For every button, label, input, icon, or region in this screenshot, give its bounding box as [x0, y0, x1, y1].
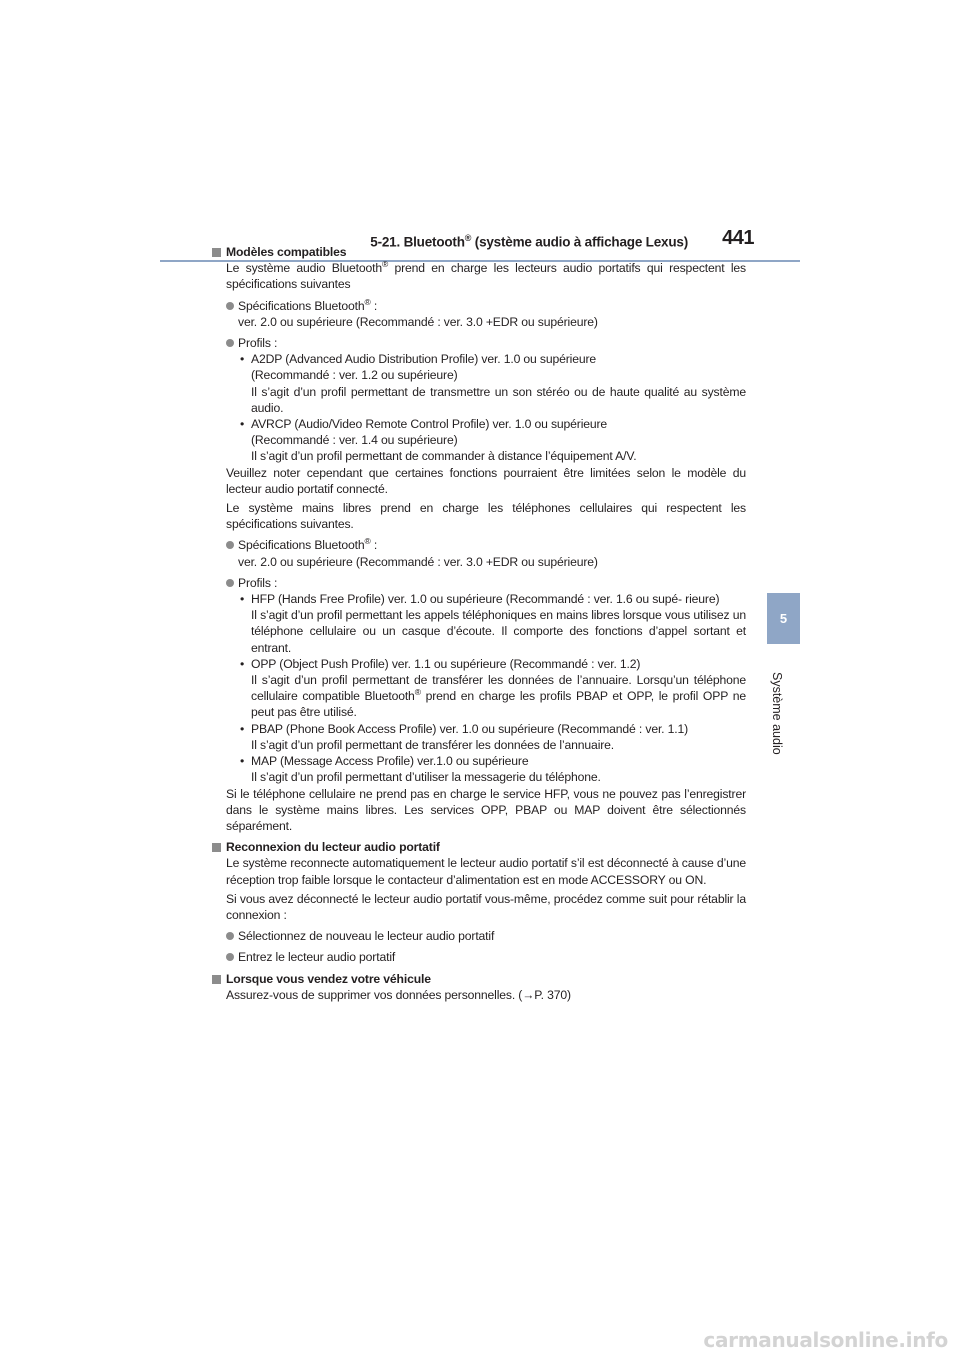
circle-bullet-icon [226, 339, 234, 347]
header-title-prefix: 5-21. Bluetooth [370, 234, 465, 250]
profile-line: (Recommandé : ver. 1.2 ou supérieure) [251, 368, 458, 383]
profile-hfp [210, 591, 746, 656]
bullet-item-reselect [210, 928, 746, 944]
text-fragment: prend en charge les profils PBAP et OPP, le profil OPP ne peut pas être utilisé. [251, 689, 746, 720]
square-bullet-icon [212, 975, 221, 984]
text-fragment: : [370, 298, 378, 313]
profile-line: HFP (Hands Free Profile) ver. 1.0 ou supérieure (Recommandé : ver. 1.6 ou supé- rieure) [251, 592, 720, 607]
text-fragment: prend en charge les lecteurs audio portatifs qui respectent les spécifications suivantes [226, 261, 747, 292]
profile-a2dp [210, 351, 746, 416]
bullet-item-bt-specs-2 [210, 537, 746, 569]
circle-bullet-icon [226, 953, 234, 961]
registered-mark: ® [464, 233, 472, 243]
selling-paragraph [210, 987, 746, 1003]
sub-bullet-icon: • [240, 352, 245, 367]
circle-bullet-icon [226, 541, 234, 549]
profiles-label: Profils : [238, 575, 278, 590]
bullet-item-profiles [210, 335, 746, 351]
profile-description: Il s’agit d’un profil permettant de transmettre un son stéréo ou de haute qualité au système audio. [251, 384, 746, 415]
note-paragraph: Veuillez noter cependant que certaines fonctions pourraient être limitées selon le modèle du lecteur audio portatif connecté. [226, 465, 746, 496]
bullet-item-profiles-2 [210, 575, 746, 591]
step-text: Entrez le lecteur audio portatif [238, 950, 396, 965]
profile-opp [210, 656, 746, 721]
circle-bullet-icon [226, 932, 234, 940]
profile-avrcp [210, 416, 746, 465]
chapter-label: Système audio [770, 672, 784, 755]
reconnection-paragraph-1: Le système reconnecte automatiquement le lecteur audio portatif s’il est déconnecté à cause d’une réception trop faible lorsque le contacteur d’alimentation est en mode ACCESSORY ou ON. [226, 856, 746, 887]
profile-description: Il s’agit d’un profil permettant les appels téléphoniques en mains libres lorsque vous utilisez un téléphone cellulaire ou un casque d’écoute. Il comporte des fonctions d’appel sortant et entrant. [251, 608, 746, 655]
registered-mark: ® [364, 536, 371, 547]
sub-bullet-icon: • [240, 721, 245, 736]
spec-detail: ver. 2.0 ou supérieure (Recommandé : ver. 3.0 +EDR ou supérieure) [238, 314, 598, 329]
square-bullet-icon [212, 248, 221, 257]
circle-bullet-icon [226, 579, 234, 587]
text-fragment: Spécifications Bluetooth [238, 538, 365, 553]
profile-line: MAP (Message Access Profile) ver.1.0 ou supérieure [251, 754, 529, 769]
chapter-tab: 5 [767, 593, 800, 644]
profile-line: AVRCP (Audio/Video Remote Control Profile) ver. 1.0 ou supérieure [251, 417, 608, 432]
sub-bullet-icon: • [240, 417, 245, 432]
registered-mark: ® [364, 296, 371, 307]
step-text: Sélectionnez de nouveau le lecteur audio portatif [238, 929, 495, 944]
profile-line: (Recommandé : ver. 1.4 ou supérieure) [251, 433, 458, 448]
sub-bullet-icon: • [240, 754, 245, 769]
text-fragment: Le système audio Bluetooth [226, 261, 382, 276]
section-heading-compatible-models [210, 244, 746, 260]
heading-text: Reconnexion du lecteur audio portatif [226, 840, 440, 855]
heading-text: Modèles compatibles [226, 245, 347, 259]
profile-line: PBAP (Phone Book Access Profile) ver. 1.0 ou supérieure (Recommandé : ver. 1.1) [251, 721, 689, 736]
section-heading-reconnection [210, 839, 746, 855]
text-fragment: Il s’agit d’un profil permettant de transférer les données de l’annuaire. Lorsqu’un téléphone cellulaire compatible Bluetooth [251, 673, 746, 704]
profiles-label: Profils : [238, 336, 278, 351]
profile-description: Il s’agit d’un profil permettant d’utiliser la messagerie du téléphone. [251, 770, 601, 785]
handsfree-paragraph: Le système mains libres prend en charge les téléphones cellulaires qui respectent les spécifications suivantes. [226, 501, 746, 532]
page-content [210, 244, 746, 1003]
bullet-item-enter [210, 949, 746, 965]
square-bullet-icon [212, 843, 221, 852]
sub-bullet-icon: • [240, 592, 245, 607]
reconnection-paragraph-2: Si vous avez déconnecté le lecteur audio portatif vous-même, procédez comme suit pour rétablir la connexion : [226, 891, 746, 922]
text-fragment: Spécifications Bluetooth [238, 298, 365, 313]
text-fragment: : [370, 538, 378, 553]
header-title-suffix: (système audio à affichage Lexus) [471, 234, 688, 250]
profile-description [251, 672, 746, 721]
page-number: 441 [722, 227, 754, 249]
circle-bullet-icon [226, 302, 234, 310]
profile-line: A2DP (Advanced Audio Distribution Profile) ver. 1.0 ou supérieure [251, 352, 597, 367]
profile-pbap [210, 721, 746, 753]
profile-map [210, 753, 746, 785]
heading-text: Lorsque vous vendez votre véhicule [226, 971, 431, 986]
profile-description: Il s’agit d’un profil permettant de transférer les données de l’annuaire. [251, 737, 615, 752]
section-heading-selling-vehicle [210, 971, 746, 987]
watermark: carmanualsonline.info [703, 1328, 948, 1352]
page-reference-text: Assurez-vous de supprimer vos données personnelles. (→P. 370) [226, 987, 571, 1002]
registered-mark: ® [414, 687, 421, 698]
profile-description: Il s’agit d’un profil permettant de commander à distance l’équipement A/V. [251, 449, 637, 464]
spec-detail: ver. 2.0 ou supérieure (Recommandé : ver. 3.0 +EDR ou supérieure) [238, 554, 598, 569]
profile-line: OPP (Object Push Profile) ver. 1.1 ou supérieure (Recommandé : ver. 1.2) [251, 656, 641, 671]
sub-bullet-icon: • [240, 656, 245, 671]
intro-paragraph [210, 260, 746, 292]
bullet-item-bt-specs [210, 298, 746, 330]
registered-mark: ® [381, 259, 389, 270]
hfp-note-paragraph: Si le téléphone cellulaire ne prend pas en charge le service HFP, vous ne pouvez pas l’enregistrer dans le système mains libres. Les services OPP, PBAP ou MAP doivent être sélectionnés séparément. [226, 786, 746, 833]
